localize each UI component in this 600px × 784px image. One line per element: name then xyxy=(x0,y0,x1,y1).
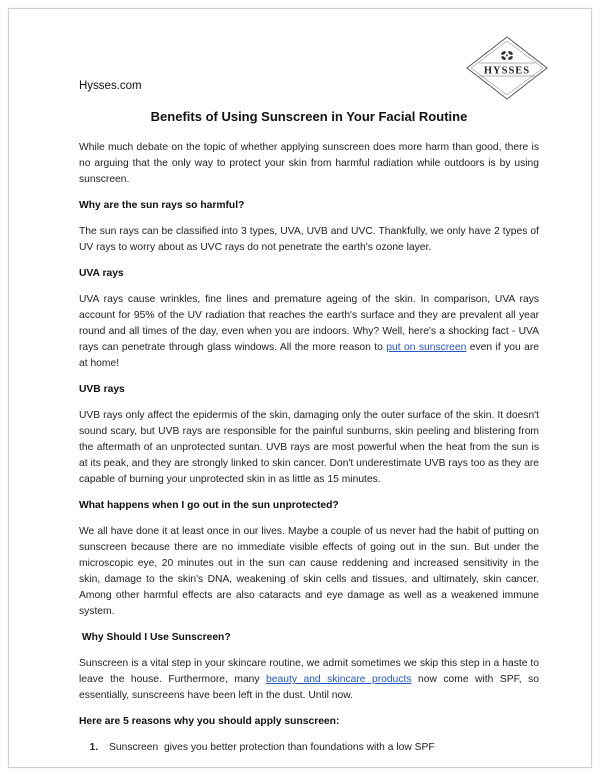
paragraph-why xyxy=(79,656,539,704)
paragraph-harmful: The sun rays can be classified into 3 types, UVA, UVB and UVC. Thankfully, we only have 2 types of UV rays to worry about as UVC rays do not penetrate the earth's ozone layer. xyxy=(79,226,539,253)
heading-uvb: UVB rays xyxy=(79,384,125,395)
put-on-sunscreen-link[interactable]: put on sunscreen xyxy=(386,342,467,353)
hysses-logo xyxy=(465,35,549,101)
hysses-logo-icon xyxy=(465,35,549,101)
site-name: Hysses.com xyxy=(79,80,142,92)
heading-uva: UVA rays xyxy=(79,268,124,279)
heading-unprotected: What happens when I go out in the sun unprotected? xyxy=(79,500,339,511)
paragraph-uva xyxy=(79,292,539,372)
heading-harmful: Why are the sun rays so harmful? xyxy=(79,200,245,211)
heading-reasons: Here are 5 reasons why you should apply sunscreen: xyxy=(79,716,340,727)
why-text-before: Sunscreen is a vital step in your skincare routine, we admit sometimes we skip this step in a haste to leave the house. Furthermore, many xyxy=(79,658,539,685)
logo-wordmark: HYSSES xyxy=(483,65,531,77)
reason-1-text: Sunscreen gives you better protection than foundations with a low SPF xyxy=(109,742,435,753)
reasons-list xyxy=(79,740,539,756)
heading-why-text: Why Should I Use Sunscreen? xyxy=(81,632,231,643)
heading-why xyxy=(79,630,539,646)
uva-text-after: even if you are at home! xyxy=(79,342,540,369)
uva-text-before: UVA rays cause wrinkles, fine lines and premature ageing of the skin. In comparison, UVA rays account for 95% of the UV radiation that reaches the earth's surface and they are prevalent all year round and all times of the day, even when you are indoors. Why? Well, here's a shocking fact - UVA rays can penetrate through glass windows. All the more reason to xyxy=(79,294,539,353)
why-text-after: now come with SPF, so essentially, sunscreens have been left in the dust. Until now. xyxy=(79,674,539,701)
document-page xyxy=(8,8,592,768)
page-title: Benefits of Using Sunscreen in Your Facial Routine xyxy=(150,109,468,124)
paragraph-uvb: UVB rays only affect the epidermis of the skin, damaging only the outer surface of the skin. It doesn't sound scary, but UVB rays are responsible for the painful sunburns, skin peeling and blistering from the aftermath of an unprotected suntan. UVB rays are most powerful when the heat from the sun is at its peak, and they are strongly linked to skin cancer. Don't underestimate UVB rays too as they are capable of burning your unprotected skin in as little as 15 minutes. xyxy=(79,410,539,485)
intro-paragraph: While much debate on the topic of whether applying sunscreen does more harm than good, there is no arguing that the only way to protect your skin from harmful radiation while outdoors is by using sunscreen. xyxy=(79,142,539,185)
paragraph-unprotected: We all have done it at least once in our lives. Maybe a couple of us never had the habit of putting on sunscreen because there are no immediate visible effects of going out in the sun. But under the microscopic eye, 20 minutes out in the sun can cause reddening and increased sensitivity in the skin, damage to the skin's DNA, weakening of skin cells and tissues, and ultimately, skin cancer. Among other harmful effects are also cataracts and eye damage as well as a weakened immune system. xyxy=(79,526,539,617)
article xyxy=(79,109,539,756)
list-item xyxy=(101,740,539,756)
beauty-skincare-products-link[interactable]: beauty and skincare products xyxy=(266,674,412,685)
